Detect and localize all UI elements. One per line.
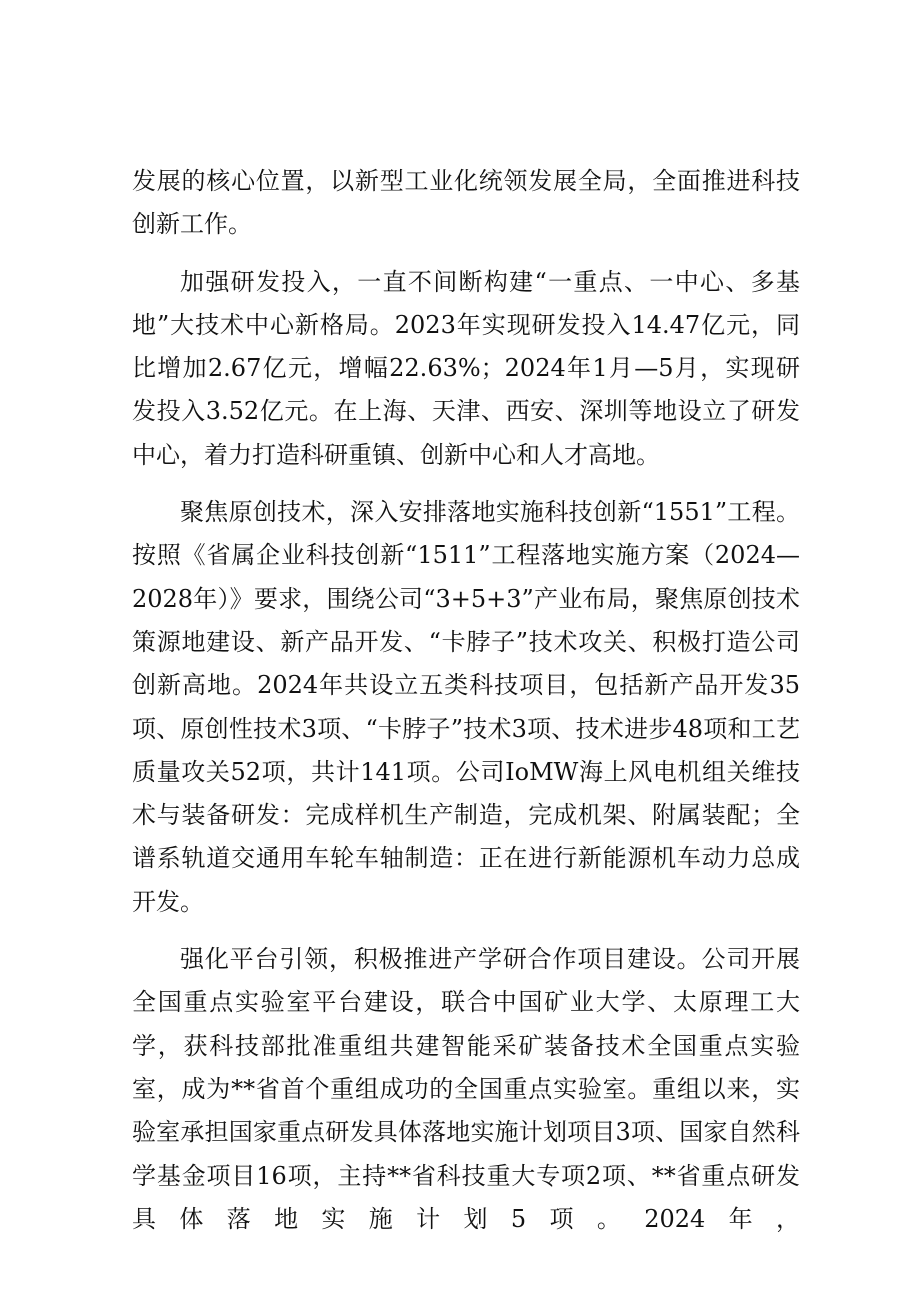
paragraph-continuation: 发展的核心位置，以新型工业化统领发展全局，全面推进科技创新工作。 <box>132 167 800 239</box>
paragraph-original-technology: 聚焦原创技术，深入安排落地实施科技创新“1551”工程。按照《省属企业科技创新“1511”工程落地实施方案（2024—2028年）》要求，围绕公司“3+5+3”产业布局，聚焦原创技术策源地建设、新产品开发、“卡脖子”技术攻关、积极打造公司创新高地。2024年共设立五类科技项目，包括新产品开发35项、原创性技术3项、“卡脖子”技术3项、技术进步48项和工艺质量攻关52项，共计141项。公司IoMW海上风电机组关维技术与装备研发：完成样机生产制造，完成机架、附属装配；全谱系轨道交通用车轮车轴制造：正在进行新能源机车动力总成开发。 <box>132 498 800 916</box>
paragraph-rd-investment: 加强研发投入，一直不间断构建“一重点、一中心、多基地”大技术中心新格局。2023年实现研发投入14.47亿元，同比增加2.67亿元，增幅22.63%；2024年1月—5月，实现研发投入3.52亿元。在上海、天津、西安、深圳等地设立了研发中心，着力打造科研重镇、创新中心和人才高地。 <box>132 267 800 469</box>
paragraph-platform-leadership: 强化平台引领，积极推进产学研合作项目建设。公司开展全国重点实验室平台建设，联合中国矿业大学、太原理工大学，获科技部批准重组共建智能采矿装备技术全国重点实验室，成为**省首个重组成功的全国重点实验室。重组以来，实验室承担国家重点研发具体落地实施计划项目3项、国家自然科学基金项目16项，主持**省科技重大专项2项、**省重点研发具体落地实施计划5项。2024年， <box>132 945 800 1233</box>
document-body <box>132 160 800 1241</box>
